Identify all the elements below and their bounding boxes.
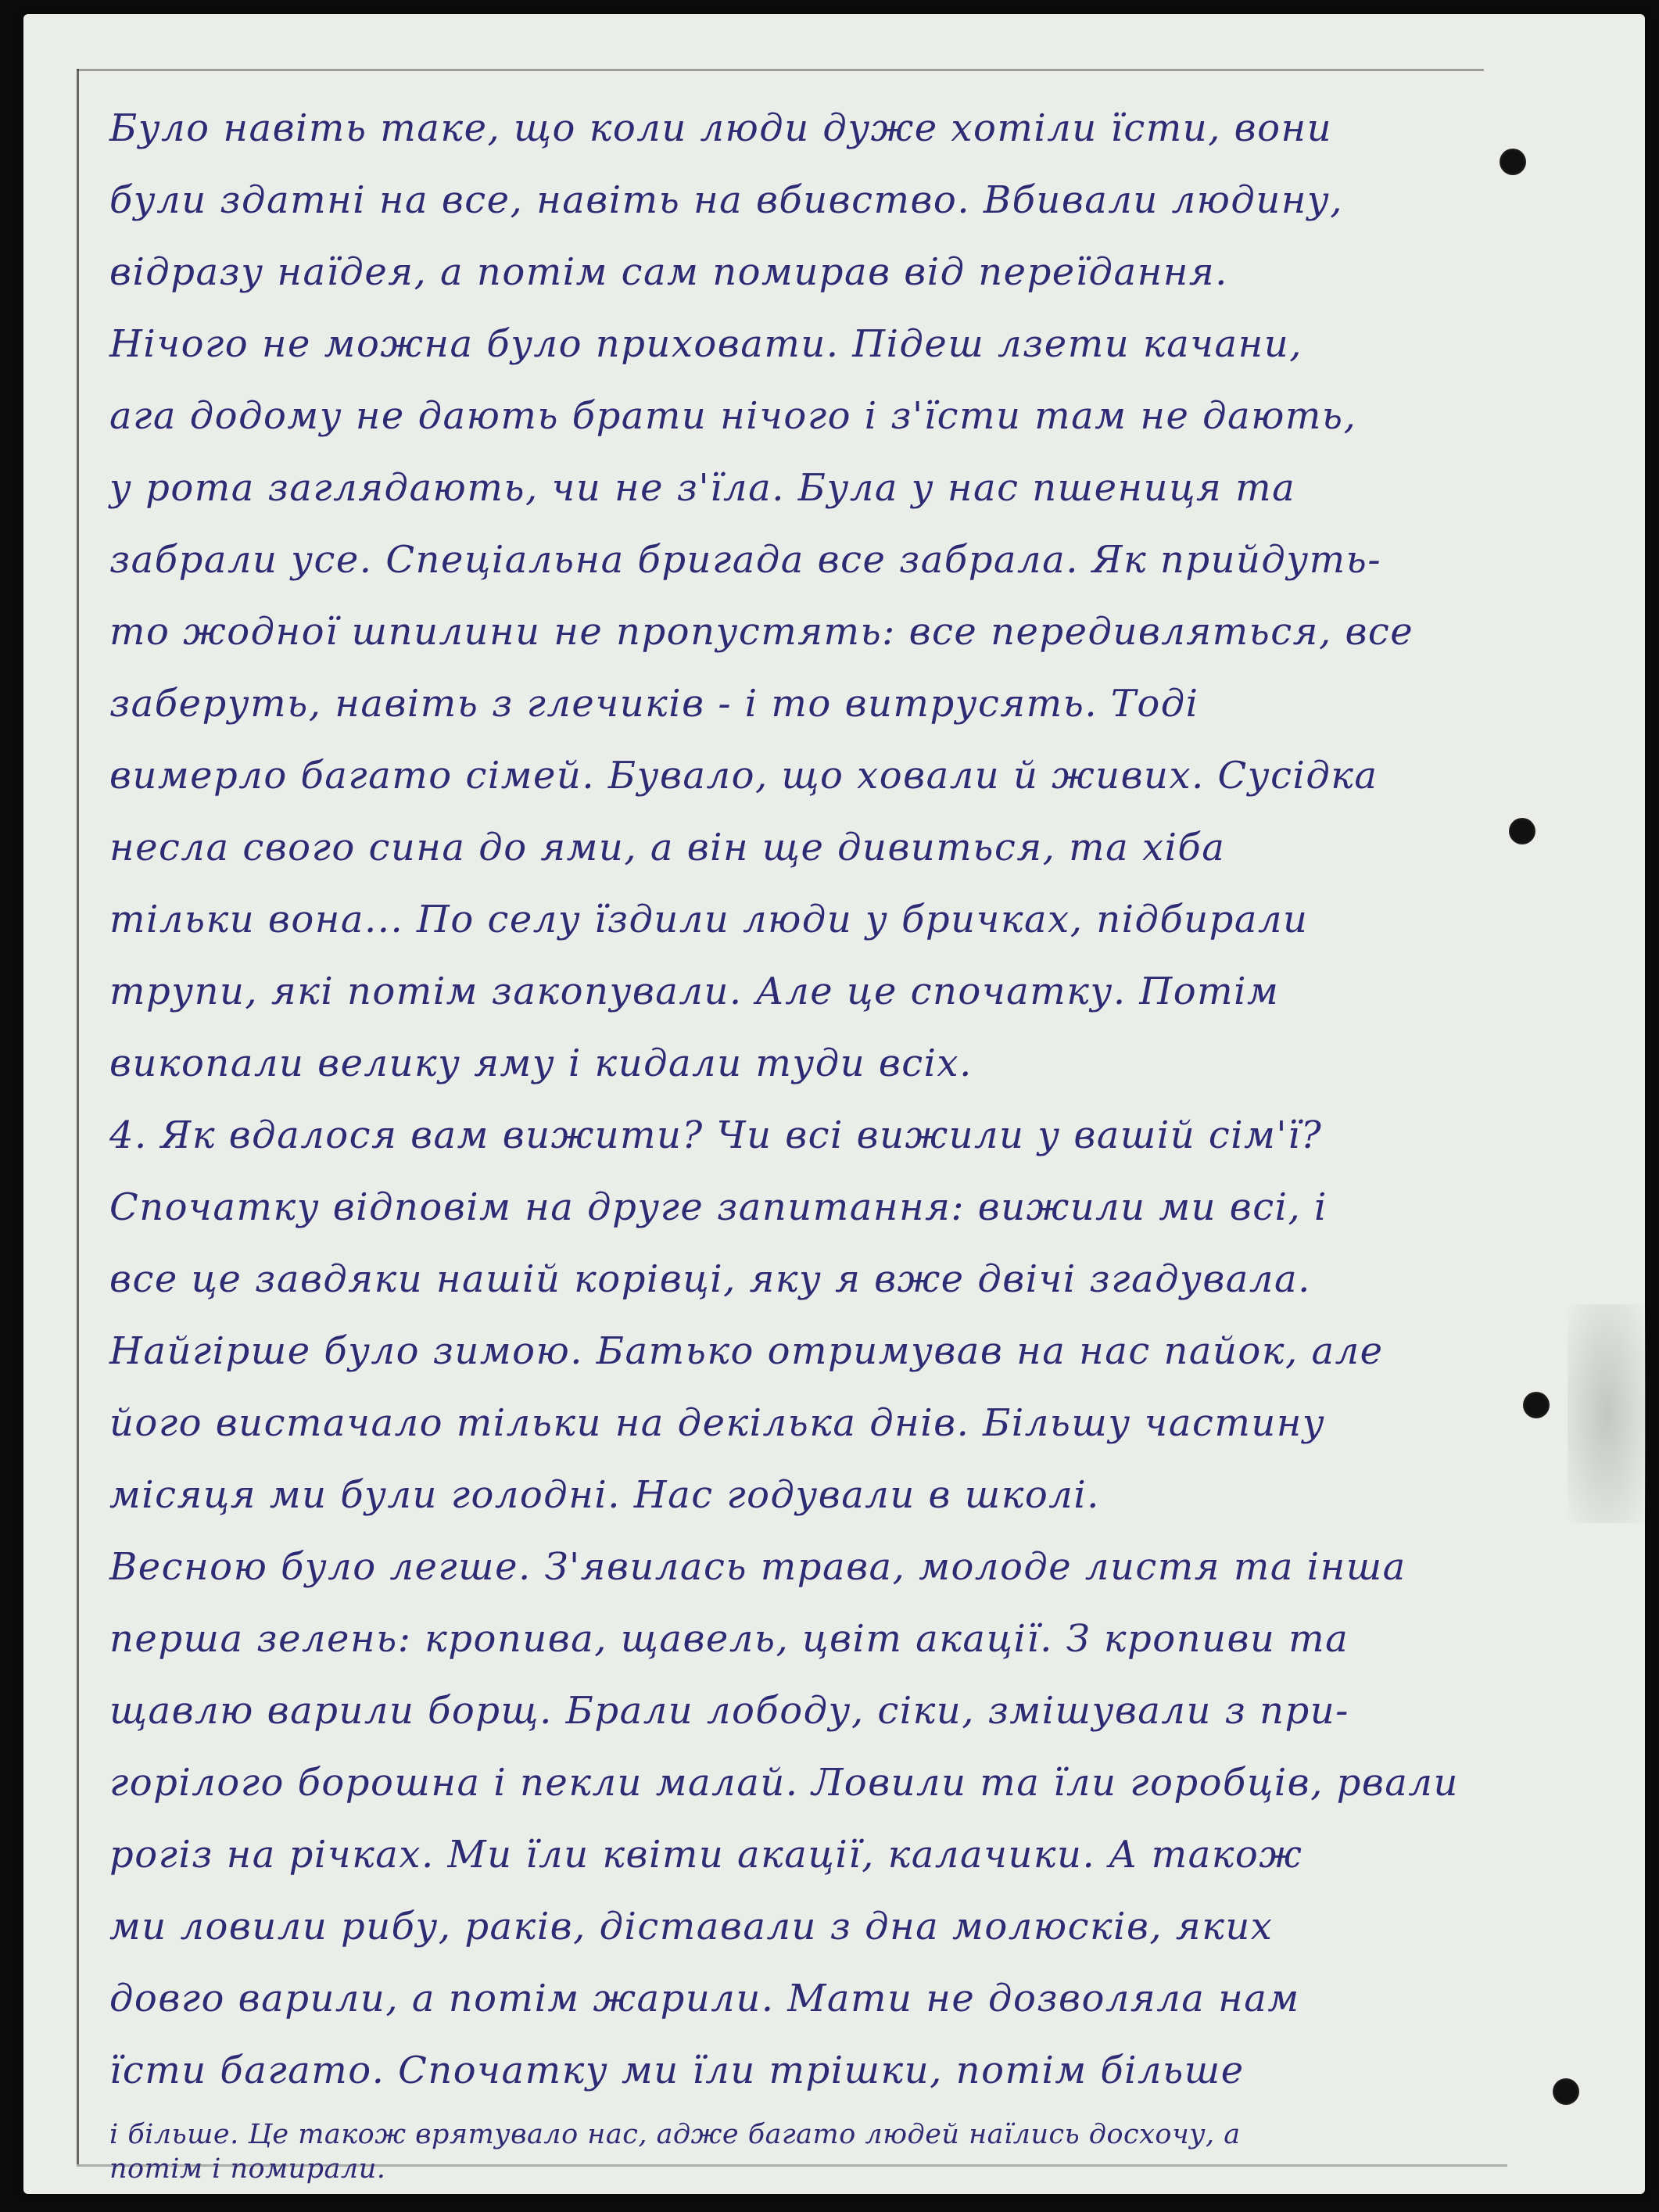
notebook-page [23, 14, 1645, 2194]
text-line-7: забрали усе. Спеціальна бригада все забрала. Як прийдуть- [109, 538, 1382, 582]
text-line-28: їсти багато. Спочатку ми їли трішки, потім більше [109, 2049, 1245, 2092]
binder-hole-3 [1523, 1392, 1550, 1418]
text-line-13: трупи, які потім закопували. Але це спочатку. Потім [109, 970, 1280, 1013]
text-line-16: Спочатку відповім на друге запитання: вижили ми всі, і [109, 1185, 1328, 1229]
handwritten-text [109, 92, 1493, 2186]
text-line-12: тільки вона... По селу їздили люди у бричках, підбирали [109, 898, 1309, 941]
text-line-17: все це завдяки нашій корівці, яку я вже двічі згадувала. [109, 1257, 1311, 1301]
text-line-14: викопали велику яму і кидали туди всіх. [109, 1041, 973, 1085]
text-line-3: відразу наїдея, а потім сам помирав від переїдання. [109, 250, 1228, 294]
text-line-10: вимерло багато сімей. Бувало, що ховали й живих. Сусідка [109, 754, 1378, 798]
text-line-26: ми ловили рибу, раків, діставали з дна молюсків, яких [109, 1905, 1274, 1948]
text-line-22: перша зелень: кропива, щавель, цвіт акації. З кропиви та [109, 1617, 1349, 1661]
text-line-27: довго варили, а потім жарили. Мати не дозволяла нам [109, 1977, 1300, 2020]
text-line-20: місяця ми були голодні. Нас годували в школі. [109, 1473, 1100, 1517]
text-line-19: його вистачало тільки на декілька днів. Більшу частину [109, 1401, 1326, 1445]
text-line-21: Весною було легше. З'явилась трава, молоде листя та інша [109, 1545, 1406, 1589]
text-line-5: ага додому не дають брати нічого і з'їсти там не дають, [109, 394, 1357, 438]
left-margin-line [77, 69, 79, 2164]
text-line-1: Було навіть таке, що коли люди дуже хотіли їсти, вони [109, 106, 1333, 150]
text-line-23: щавлю варили борщ. Брали лободу, сіки, змішували з при- [109, 1689, 1349, 1733]
top-rule-line [77, 69, 1484, 71]
text-line-8: то жодної шпилини не пропустять: все передивляться, все [109, 610, 1414, 654]
text-line-4: Нічого не можна було приховати. Підеш лзети качани, [109, 322, 1302, 366]
text-line-11: несла свого сина до ями, а він ще дивиться, та хіба [109, 826, 1226, 869]
text-line-30: потім і помирали. [109, 2153, 386, 2185]
text-line-25: рогіз на річках. Ми їли квіти акації, калачики. А також [109, 1833, 1303, 1877]
text-line-6: у рота заглядають, чи не з'їла. Була у нас пшениця та [109, 466, 1296, 510]
text-line-9: заберуть, навіть з глечиків - і то витрусять. Тоді [109, 682, 1199, 726]
binder-hole-2 [1509, 818, 1535, 844]
text-line-18: Найгірше було зимою. Батько отримував на нас пайок, але [109, 1329, 1384, 1373]
binder-hole-4 [1553, 2078, 1579, 2105]
question-4-line: 4. Як вдалося вам вижити? Чи всі вижили у вашій сім'ї? [109, 1113, 1323, 1157]
text-line-24: горілого борошна і пекли малай. Ловили та їли горобців, рвали [109, 1761, 1459, 1805]
text-line-2: були здатні на все, навіть на вбивство. Вбивали людину, [109, 178, 1343, 222]
binder-hole-1 [1500, 149, 1526, 175]
paper-smudge [1568, 1304, 1646, 1523]
text-line-29: і більше. Це також врятувало нас, адже багато людей наїлись досхочу, а [109, 2119, 1241, 2150]
